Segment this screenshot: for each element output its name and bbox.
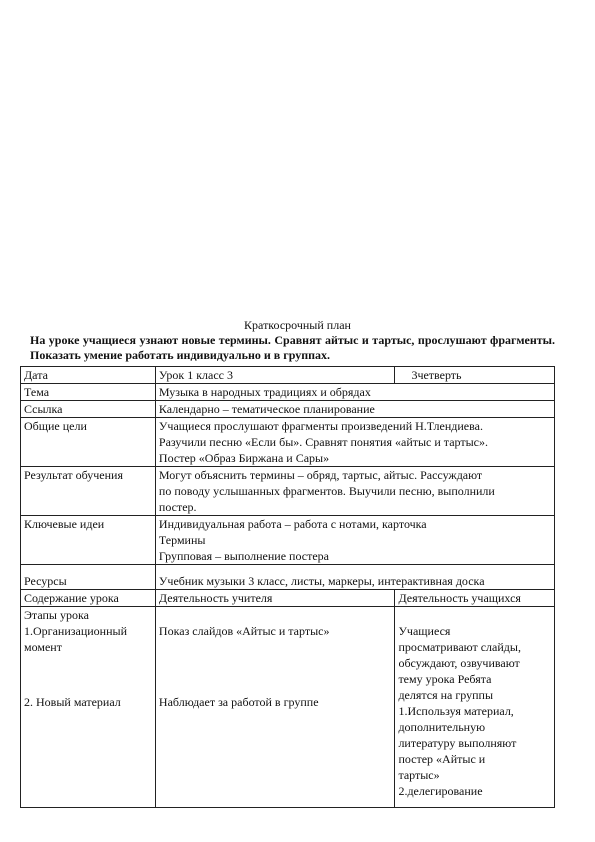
date-label: Дата — [21, 367, 156, 384]
content-header-col2: Деятельность учителя — [155, 590, 395, 607]
student-line: тартыс» — [398, 768, 440, 782]
stage2-label: 2. Новый материал — [24, 695, 121, 709]
lesson-plan-table — [20, 366, 555, 808]
resources-label: Ресурсы — [21, 565, 156, 590]
content-header-col3: Деятельность учащихся — [395, 590, 555, 607]
teacher-activity-2: Наблюдает за работой в группе — [158, 695, 319, 709]
table-row-theme — [21, 384, 555, 401]
key-ideas-line: Индивидуальная работа – работа с нотами, карточка — [158, 517, 427, 531]
stage1-line: момент — [24, 640, 62, 654]
table-row-key-ideas — [21, 516, 555, 565]
goals-label: Общие цели — [21, 418, 156, 467]
content-header-col1: Содержание урока — [21, 590, 156, 607]
key-ideas-value — [155, 516, 554, 565]
stages-cell — [21, 607, 156, 808]
document-intro: На уроке учащиеся узнают новые термины. Сравнят айтыс и тартыс, прослушают фрагменты. Показать умение работать индивидуально и в группах. — [30, 333, 555, 362]
document-title: Краткосрочный план — [244, 318, 351, 332]
theme-label: Тема — [21, 384, 156, 401]
student-line: делятся на группы — [398, 688, 494, 702]
resources-value: Учебник музыки 3 класс, листы, маркеры, интерактивная доска — [155, 565, 554, 590]
stage1-line: 1.Организационный — [24, 624, 127, 638]
stages-heading: Этапы урока — [24, 608, 89, 622]
student-line: просматривают слайды, — [398, 640, 521, 654]
result-value — [155, 467, 554, 516]
teacher-activity-cell — [155, 607, 395, 808]
table-row-date — [21, 367, 555, 384]
student-line: обсуждают, озвучивают — [398, 656, 520, 670]
table-row-goals — [21, 418, 555, 467]
goals-line: Учащиеся прослушают фрагменты произведений Н.Тлендиева. — [158, 419, 483, 433]
goals-line: Разучили песню «Если бы». Сравнят понятия «айтыс и тартыс». — [158, 435, 488, 449]
link-label: Ссылка — [21, 401, 156, 418]
teacher-activity-1: Показ слайдов «Айтыс и тартыс» — [158, 624, 330, 638]
key-ideas-line: Групповая – выполнение постера — [158, 549, 329, 563]
date-lesson: Урок 1 класс 3 — [155, 367, 395, 384]
student-line: Учащиеся — [398, 624, 451, 638]
student-line: 1.Используя материал, — [398, 704, 514, 718]
table-row-resources — [21, 565, 555, 590]
goals-line: Постер «Образ Биржана и Сары» — [158, 451, 330, 465]
student-line: литературу выполняют — [398, 736, 517, 750]
table-row-result — [21, 467, 555, 516]
key-ideas-line: Термины — [158, 533, 206, 547]
date-quarter: 3четверть — [395, 367, 555, 384]
link-value: Календарно – тематическое планирование — [155, 401, 554, 418]
table-row-content-header — [21, 590, 555, 607]
student-line: дополнительную — [398, 720, 486, 734]
result-line: по поводу услышанных фрагментов. Выучили песню, выполнили — [158, 484, 495, 498]
student-activity-cell — [395, 607, 555, 808]
theme-value: Музыка в народных традициях и обрядах — [155, 384, 554, 401]
table-row-stages — [21, 607, 555, 808]
student-line: постер «Айтыс и — [398, 752, 486, 766]
student-line: 2.делегирование — [398, 784, 483, 798]
goals-value — [155, 418, 554, 467]
key-ideas-label: Ключевые идеи — [21, 516, 156, 565]
result-line: Могут объяснить термины – обряд, тартыс, айтыс. Рассуждают — [158, 468, 483, 482]
table-row-link — [21, 401, 555, 418]
result-line: постер. — [158, 500, 197, 514]
result-label: Результат обучения — [21, 467, 156, 516]
student-line: тему урока Ребята — [398, 672, 492, 686]
